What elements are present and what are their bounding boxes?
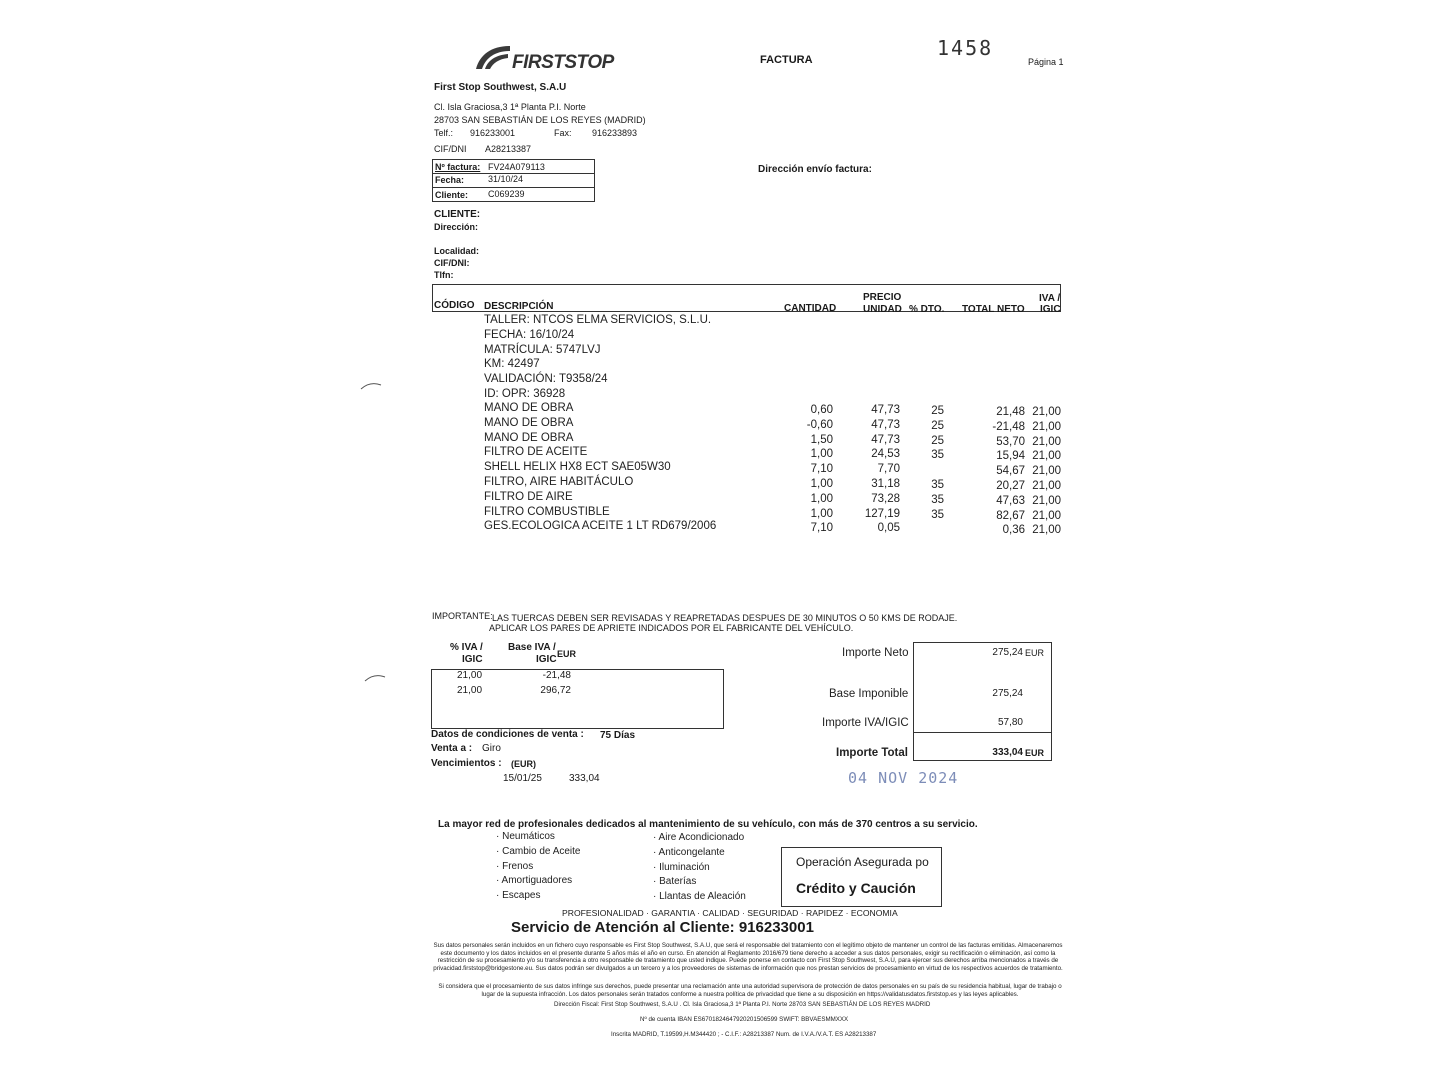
shipping-address-label: Dirección envío factura: bbox=[758, 164, 872, 175]
punch-mark-icon bbox=[360, 382, 382, 390]
item-iva: 21,00 bbox=[1032, 450, 1061, 463]
services-left bbox=[496, 830, 581, 904]
company-name: First Stop Southwest, S.A.U bbox=[434, 82, 567, 93]
item-desc: FILTRO COMBUSTIBLE bbox=[484, 505, 610, 518]
item-price: 7,70 bbox=[877, 463, 900, 476]
item-iva: 21,00 bbox=[1032, 465, 1061, 478]
item-desc: FILTRO, AIRE HABITÁCULO bbox=[484, 475, 634, 488]
item-price: 47,73 bbox=[871, 433, 900, 446]
col-cantidad: CANTIDAD bbox=[784, 303, 837, 314]
company-address-1: Cl. Isla Graciosa,3 1ª Planta P.I. Norte bbox=[434, 102, 586, 112]
taxable-base-label: Base Imponible bbox=[829, 688, 909, 700]
received-date-stamp: 04 NOV 2024 bbox=[848, 769, 959, 787]
item-qty: 7,10 bbox=[810, 463, 833, 476]
item-iva: 21,00 bbox=[1032, 494, 1061, 507]
credit-insurance-line-2: Crédito y Caución bbox=[796, 880, 916, 896]
col-iva-1: IVA / bbox=[1039, 293, 1061, 304]
notice-line-1: LAS TUERCAS DEBEN SER REVISADAS Y REAPRETADAS DESPUES DE 30 MINUTOS O 50 KMS DE RODAJE. bbox=[492, 613, 958, 623]
service-item: · Frenos bbox=[496, 860, 534, 872]
net-amount-label: Importe Neto bbox=[842, 647, 909, 659]
item-qty: 7,10 bbox=[810, 522, 833, 535]
sale-conditions-value: 75 Días bbox=[600, 730, 636, 741]
item-price: 31,18 bbox=[871, 477, 900, 490]
item-price: 47,73 bbox=[871, 418, 900, 431]
invoice-date-label: Fecha: bbox=[435, 175, 465, 185]
item-desc: MANO DE OBRA bbox=[484, 402, 574, 414]
item-dto: 25 bbox=[931, 434, 944, 447]
totals-box bbox=[913, 642, 1052, 761]
service-item: · Llantas de Aleación bbox=[653, 891, 746, 903]
item-price: 127,19 bbox=[864, 507, 900, 520]
item-desc: SHELL HELIX HX8 ECT SAE05W30 bbox=[484, 461, 671, 474]
tax-rate-header-1: % IVA / bbox=[450, 642, 483, 653]
document-type: FACTURA bbox=[760, 54, 813, 66]
due-dates-label: Vencimientos : bbox=[431, 758, 502, 769]
info-lines bbox=[484, 313, 711, 402]
item-qty: 1,50 bbox=[810, 433, 833, 446]
item-price: 0,05 bbox=[877, 522, 900, 535]
service-item: · Escapes bbox=[496, 890, 541, 902]
total-amount-label: Importe Total bbox=[836, 747, 908, 759]
item-dto: 25 bbox=[931, 419, 944, 432]
item-desc: MANO DE OBRA bbox=[484, 431, 574, 444]
col-dto: % DTO. bbox=[909, 304, 945, 315]
item-dto: 35 bbox=[931, 478, 944, 491]
company-cif-label: CIF/DNI bbox=[434, 144, 467, 154]
due-amount: 333,04 bbox=[569, 773, 600, 784]
item-prices bbox=[850, 403, 900, 536]
sale-conditions-label: Datos de condiciones de venta : bbox=[431, 729, 584, 740]
bank-account: Nº de cuenta IBAN ES6701824647920201506599 SWIFT: BBVAESMMXXX bbox=[640, 1016, 849, 1023]
item-iva: 21,00 bbox=[1032, 509, 1061, 522]
privacy-notice: Sus datos personales serán incluidos en un fichero cuyo responsable es First Stop Southwest, S.A.U, que será el responsable del tratamiento con el legítimo objeto de mantener un control de las facturas emitidas. Almacenaremos este documento y los datos incluidos en el presente durante 5 años más el año en curso. En atención al Reglamento 2016/679 tiene derecho a acceder a sus datos personales, exigir su rectificación o eliminación, así como la restricción de su procesamiento y/o su transferencia a otro responsable de tratamiento que usted indique. Puede ponerse en contacto con First Stop Southwest, S.A.U, para ejercer sus derechos arriba mencionados a través de privacidad.firststop@bridgestone.eu. Sus datos podrán ser divulgados a un tercero y a los proveedores de sistemas de información que nos prestan servicios de procesamiento en virtud de los respectivos acuerdos de tratamiento. bbox=[433, 942, 1063, 972]
sale-to-value: Giro bbox=[482, 743, 501, 754]
notice-label: IMPORTANTE: bbox=[432, 611, 493, 621]
item-total: 53,70 bbox=[996, 435, 1025, 448]
info-line: ID: OPR: 36928 bbox=[484, 387, 566, 400]
item-iva: 21,00 bbox=[1032, 524, 1061, 537]
service-item: · Anticongelante bbox=[653, 846, 725, 858]
item-totals bbox=[975, 405, 1025, 538]
client-label: CLIENTE: bbox=[434, 209, 481, 220]
item-desc: FILTRO DE AIRE bbox=[484, 490, 573, 503]
service-item: · Amortiguadores bbox=[496, 875, 573, 887]
notice-line-2: APLICAR LOS PARES DE APRIETE INDICADOS POR EL FABRICANTE DEL VEHÍCULO. bbox=[489, 623, 854, 633]
item-desc: MANO DE OBRA bbox=[484, 416, 574, 429]
item-dto bbox=[920, 463, 944, 478]
item-descriptions bbox=[484, 401, 716, 534]
item-total: -21,48 bbox=[992, 420, 1025, 433]
company-fax-label: Fax: bbox=[554, 128, 572, 138]
due-dates-currency: (EUR) bbox=[511, 759, 536, 769]
col-precio-2: UNIDAD bbox=[863, 304, 902, 315]
client-address-label: Dirección: bbox=[434, 222, 479, 232]
tax-base-header-2: IGIC bbox=[536, 654, 557, 665]
item-iva: 21,00 bbox=[1032, 435, 1061, 448]
credit-insurance-line-1: Operación Asegurada po bbox=[796, 855, 929, 869]
item-price: 73,28 bbox=[871, 492, 900, 505]
net-amount-currency: EUR bbox=[1025, 648, 1045, 658]
info-line: VALIDACIÓN: T9358/24 bbox=[484, 373, 608, 386]
item-price: 24,53 bbox=[871, 448, 900, 461]
company-fax: 916233893 bbox=[592, 128, 638, 138]
document-number: 1458 bbox=[937, 36, 994, 60]
logo-text: FIRSTSTOP bbox=[512, 52, 614, 73]
item-desc: FILTRO DE ACEITE bbox=[484, 446, 588, 459]
service-item: · Neumáticos bbox=[496, 831, 555, 842]
privacy-complaint-notice: Si considera que el procesamiento de sus datos infringe sus derechos, puede presentar una reclamación ante una autoridad supervisora de protección de datos personales en su país de su residencia habitual, lugar de trabajo o lugar de la supuesta infracción. Los datos personales serán tratados conforme a nuestra política de privacidad que tiene a su disposición en https://validatusdatos.firststop.es y las leyes aplicables. bbox=[438, 983, 1062, 998]
client-phone-label: Tlfn: bbox=[434, 270, 454, 280]
company-tel: 916233001 bbox=[470, 128, 516, 138]
item-qty: 1,00 bbox=[810, 448, 833, 461]
col-codigo: CÓDIGO bbox=[434, 300, 475, 311]
item-qty: 1,00 bbox=[810, 507, 833, 520]
tax-rate: 21,00 bbox=[457, 685, 483, 696]
invoice-client: C069239 bbox=[488, 189, 525, 199]
total-amount-currency: EUR bbox=[1025, 748, 1045, 758]
item-dto bbox=[920, 522, 944, 537]
service-item: · Aire Acondicionado bbox=[653, 832, 745, 843]
item-dto: 25 bbox=[931, 405, 944, 417]
due-date: 15/01/25 bbox=[503, 773, 542, 784]
item-total: 54,67 bbox=[996, 465, 1025, 478]
item-iva: 21,00 bbox=[1032, 420, 1061, 433]
net-amount: 275,24 bbox=[992, 647, 1023, 658]
company-tel-label: Telf.: bbox=[434, 128, 454, 138]
invoice-client-label: Cliente: bbox=[435, 190, 469, 200]
network-tagline: La mayor red de profesionales dedicados al mantenimiento de su vehículo, con más de 370 centros a su servicio. bbox=[438, 819, 978, 830]
item-total: 21,48 bbox=[996, 406, 1025, 418]
item-qty: 1,00 bbox=[810, 492, 833, 505]
invoice-number: FV24A079113 bbox=[488, 162, 545, 172]
tax-currency-header: EUR bbox=[557, 649, 577, 659]
item-vat bbox=[1025, 405, 1061, 538]
customer-service-line: Servicio de Atención al Cliente: 916233001 bbox=[511, 919, 814, 936]
item-total: 0,36 bbox=[1002, 524, 1025, 537]
client-locality-label: Localidad: bbox=[434, 246, 480, 256]
item-total: 15,94 bbox=[996, 450, 1025, 463]
invoice-number-label: Nº factura: bbox=[435, 162, 481, 172]
tax-rate-header-2: IGIC bbox=[462, 654, 483, 665]
vat-amount: 57,80 bbox=[997, 717, 1023, 728]
tax-base: -21,48 bbox=[542, 670, 571, 681]
tax-rate: 21,00 bbox=[457, 670, 483, 681]
item-desc: GES.ECOLOGICA ACEITE 1 LT RD679/2006 bbox=[484, 520, 717, 533]
item-qty: 1,00 bbox=[810, 477, 833, 490]
company-address-2: 28703 SAN SEBASTIÁN DE LOS REYES (MADRID) bbox=[434, 115, 646, 125]
item-total: 20,27 bbox=[996, 479, 1025, 492]
punch-mark-icon bbox=[364, 674, 386, 682]
company-cif: A28213387 bbox=[485, 144, 532, 154]
fiscal-address: Dirección Fiscal: First Stop Southwest, S.A.U . Cl. Isla Graciosa,3 1ª Planta P.I. Norte 28703 SAN SEBASTIÁN DE LOS REYES MADRID bbox=[554, 1001, 931, 1008]
service-item: · Baterías bbox=[653, 876, 697, 888]
service-item: · Cambio de Aceite bbox=[496, 845, 581, 857]
item-dto: 35 bbox=[931, 508, 944, 521]
item-iva: 21,00 bbox=[1032, 406, 1061, 418]
tax-base-header-1: Base IVA / bbox=[508, 642, 556, 653]
col-descripcion: DESCRIPCIÓN bbox=[484, 301, 554, 312]
item-dto: 35 bbox=[931, 449, 944, 462]
item-dto: 35 bbox=[931, 493, 944, 506]
firststop-logo-icon bbox=[474, 44, 512, 70]
tax-base: 296,72 bbox=[540, 685, 571, 696]
info-line: FECHA: 16/10/24 bbox=[484, 328, 575, 341]
col-iva-2: IGIC bbox=[1040, 304, 1061, 315]
item-qty: 0,60 bbox=[810, 404, 833, 416]
item-qty: -0,60 bbox=[806, 418, 833, 431]
item-discounts bbox=[920, 404, 944, 537]
info-line: TALLER: NTCOS ELMA SERVICIOS, S.L.U. bbox=[484, 314, 712, 326]
taxable-base: 275,24 bbox=[992, 688, 1023, 699]
page-number: Página 1 bbox=[1028, 57, 1064, 67]
service-item: · Iluminación bbox=[653, 861, 710, 873]
company-registry: Inscrita MADRID, T.19599,H.M344420 ; - C.I.F.: A28213387 Num. de I.V.A./V.A.T. ES A28213387 bbox=[611, 1031, 877, 1038]
item-price: 47,73 bbox=[871, 404, 900, 416]
col-precio-1: PRECIO bbox=[863, 292, 902, 303]
services-right bbox=[653, 831, 746, 905]
col-total: TOTAL NETO bbox=[962, 304, 1025, 315]
company-values: PROFESIONALIDAD · GARANTIA · CALIDAD · SEGURIDAD · RAPIDEZ · ECONOMIA bbox=[562, 908, 898, 918]
vat-amount-label: Importe IVA/IGIC bbox=[822, 717, 909, 729]
sale-to-label: Venta a : bbox=[431, 743, 473, 754]
item-quantities bbox=[790, 403, 833, 536]
item-iva: 21,00 bbox=[1032, 479, 1061, 492]
item-total: 47,63 bbox=[996, 494, 1025, 507]
item-total: 82,67 bbox=[996, 509, 1025, 522]
info-line: KM: 42497 bbox=[484, 358, 540, 371]
total-amount: 333,04 bbox=[992, 747, 1023, 758]
invoice-date: 31/10/24 bbox=[488, 174, 524, 184]
info-line: MATRÍCULA: 5747LVJ bbox=[484, 343, 601, 356]
client-cif-label: CIF/DNI: bbox=[434, 258, 470, 268]
